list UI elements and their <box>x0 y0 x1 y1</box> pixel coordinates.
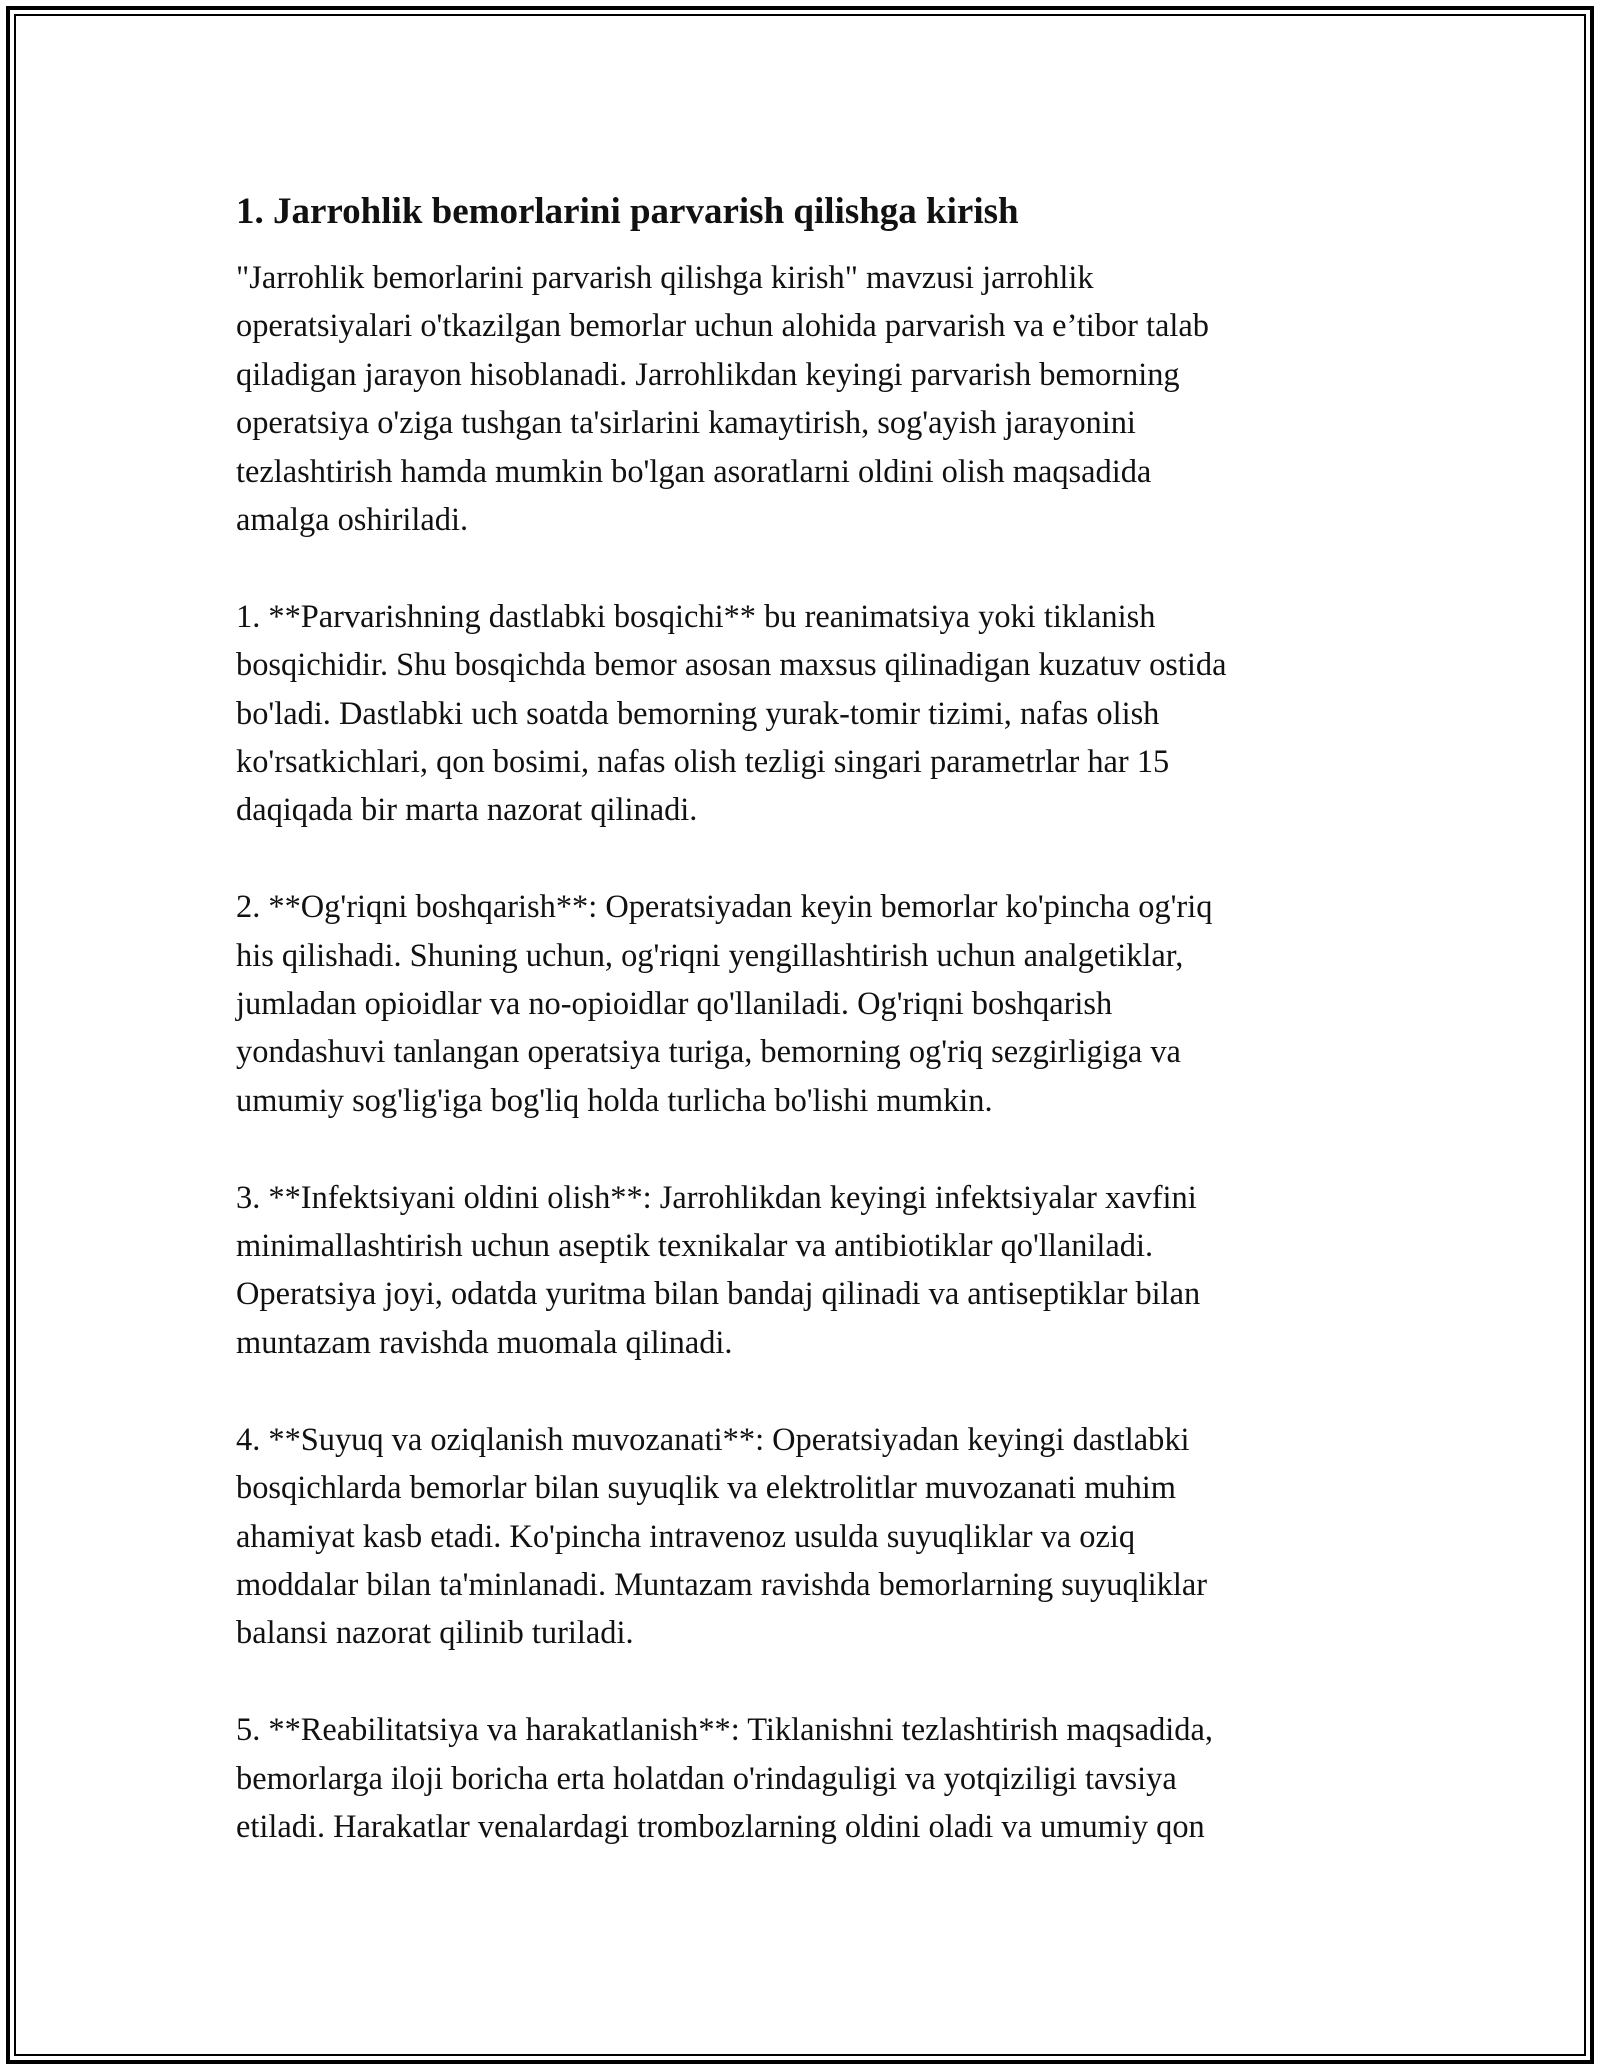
intro-paragraph: "Jarrohlik bemorlarini parvarish qilishga kirish" mavzusi jarrohlik operatsiyalari o'tkazilgan bemorlar uchun alohida parvarish va e’tibor talab qiladigan jarayon hisoblanadi. Jarrohlikdan keyingi parvarish bemorning operatsiya o'ziga tushgan ta'sirlarini kamaytirish, sog'ayish jarayonini tezlashtirish hamda mumkin bo'lgan asoratlarni oldini olish maqsadida amalga oshiriladi. <box>236 260 1209 539</box>
paragraph-item-1: 1. **Parvarishning dastlabki bosqichi** bu reanimatsiya yoki tiklanish bosqichidir. Shu bosqichda bemor asosan maxsus qilinadigan kuzatuv ostida bo'ladi. Dastlabki uch soatda bemorning yurak-tomir tizimi, nafas olish ko'rsatkichlari, qon bosimi, nafas olish tezligi singari parametrlar har 15 daqiqada bir marta nazorat qilinadi. <box>236 598 1227 829</box>
paragraph-item-2: 2. **Og'riqni boshqarish**: Operatsiyadan keyin bemorlar ko'pincha og'riq his qilishadi. Shuning uchun, og'riqni yengillashtirish uchun analgetiklar, jumladan opioidlar va no-opioidlar qo'llaniladi. Og'riqni boshqarish yondashuvi tanlangan operatsiya turiga, bemorning og'riq sezgirligiga va umumiy sog'lig'iga bog'liq holda turlicha bo'lishi mumkin. <box>236 889 1213 1119</box>
paragraph-item-3: 3. **Infektsiyani oldini olish**: Jarrohlikdan keyingi infektsiyalar xavfini minimallashtirish uchun aseptik texnikalar va antibiotiklar qo'llaniladi. Operatsiya joyi, odatda yuritma bilan bandaj qilinadi va antiseptiklar bilan muntazam ravishda muomala qilinadi. <box>236 1179 1201 1361</box>
paragraph-item-5: 5. **Reabilitatsiya va harakatlanish**: Tiklanishni tezlashtirish maqsadida, bemorlarga iloji boricha erta holatdan o'rindaguligi va yotqiziligi tavsiya etiladi. Harakatlar venalardagi trombozlarning oldini oladi va umumiy qon <box>236 1712 1213 1845</box>
document-body <box>236 186 1376 1851</box>
paragraph-item-4: 4. **Suyuq va oziqlanish muvozanati**: Operatsiyadan keyingi dastlabki bosqichlarda bemorlar bilan suyuqlik va elektrolitlar muvozanati muhim ahamiyat kasb etadi. Ko'pincha intravenoz usulda suyuqliklar va oziq moddalar bilan ta'minlanadi. Muntazam ravishda bemorlarning suyuqliklar balansi nazorat qilinib turiladi. <box>236 1421 1207 1652</box>
section-heading: 1. Jarrohlik bemorlarini parvarish qilishga kirish <box>236 191 1019 232</box>
